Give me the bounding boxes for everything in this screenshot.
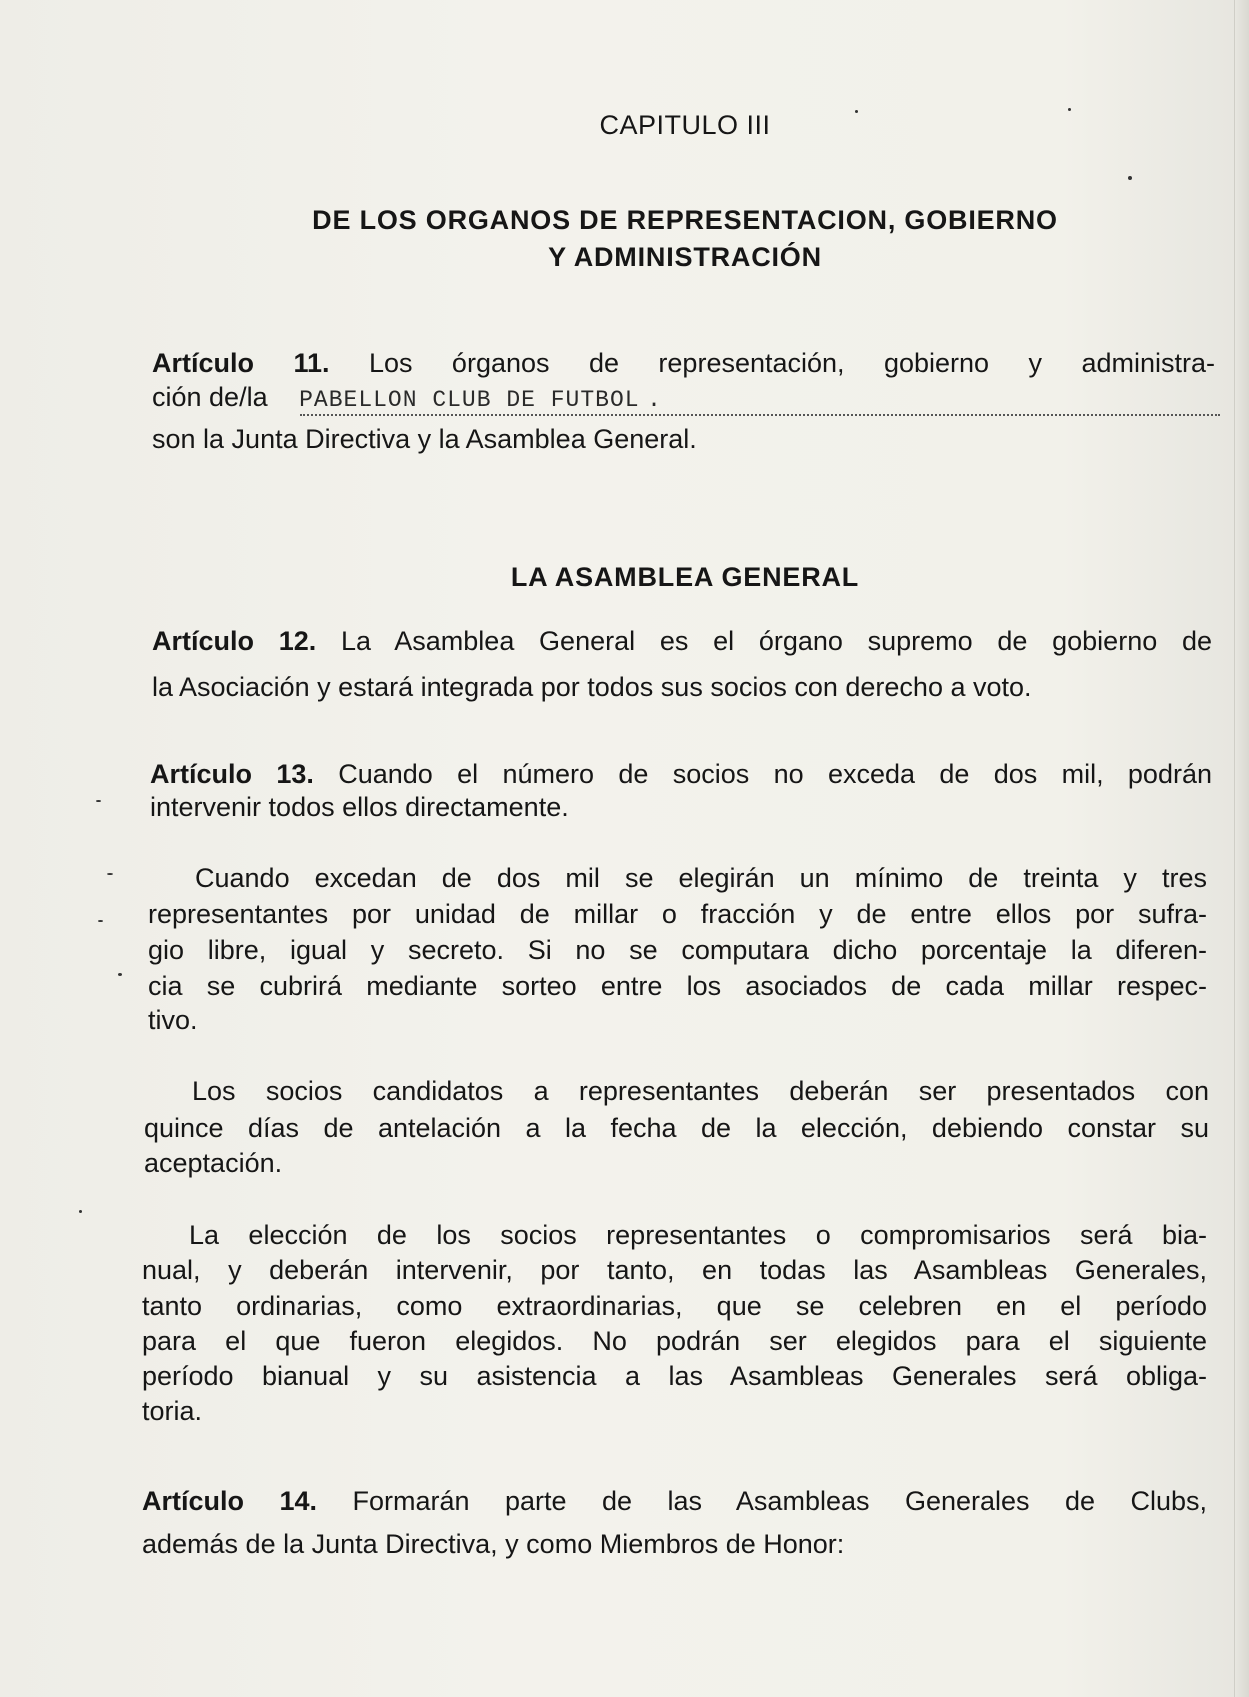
p2-text-5: tivo. [148, 1005, 198, 1035]
art11-label: Artículo 11. [152, 348, 330, 378]
p2-text-4: cia se cubrirá mediante sorteo entre los asociados de cada millar respec- [148, 971, 1207, 1001]
art13-line-1 [150, 761, 1212, 788]
art11-line-2 [152, 384, 662, 412]
art12-text-1: La Asamblea General es el órgano supremo de gobierno de [341, 626, 1212, 656]
p4-text-1: La elección de los socios representantes o compromisarios será bia- [189, 1220, 1207, 1250]
p3-text-3: aceptación. [144, 1148, 283, 1178]
chapter-title: CAPITULO III [599, 110, 771, 140]
fill-in-dotted-line [300, 414, 1220, 416]
art14-line-1 [142, 1488, 1207, 1515]
scan-speck [107, 873, 113, 875]
art12-label: Artículo 12. [152, 626, 317, 656]
p3-text-2: quince días de antelación a la fecha de la elección, debiendo constar su [144, 1113, 1209, 1143]
p3-text-1: Los socios candidatos a representantes deberán ser presentados con [192, 1076, 1209, 1106]
p4-text-5: período bianual y su asistencia a las Asambleas Generales será obliga- [142, 1361, 1207, 1391]
p4-text-6: toria. [142, 1396, 203, 1426]
p4-text-4: para el que fueron elegidos. No podrán ser elegidos para el siguiente [142, 1326, 1207, 1356]
p4-text-2: nual, y deberán intervenir, por tanto, en todas las Asambleas Generales, [142, 1255, 1207, 1285]
club-name-period: . [647, 387, 662, 413]
section-title: LA ASAMBLEA GENERAL [510, 562, 860, 592]
art11-line-1 [152, 350, 1215, 377]
p2-text-2: representantes por unidad de millar o fracción y de entre ellos por sufra- [148, 899, 1207, 929]
club-name: PABELLON CLUB DE FUTBOL [299, 387, 640, 413]
art11-text-1: Los órganos de representación, gobierno y administra- [368, 348, 1215, 378]
art14-text-2: además de la Junta Directiva, y como Miembros de Honor: [142, 1529, 845, 1559]
art13-label: Artículo 13. [150, 759, 314, 789]
section-heading-line-1: DE LOS ORGANOS DE REPRESENTACION, GOBIERNO [312, 205, 1058, 235]
scan-speck [98, 920, 103, 922]
scan-speck [118, 973, 122, 976]
p2-text-3: gio libre, igual y secreto. Si no se computara dicho porcentaje la diferen- [148, 935, 1207, 965]
art12-line-1 [152, 628, 1212, 655]
art11-text-2: ción de/la [152, 382, 268, 412]
scan-speck [1128, 176, 1132, 180]
art14-text-1: Formarán parte de las Asambleas Generales de Clubs, [352, 1486, 1207, 1516]
art13-text-2: intervenir todos ellos directamente. [150, 792, 569, 822]
scan-speck [79, 1210, 82, 1213]
section-heading-line-2: Y ADMINISTRACIÓN [548, 242, 822, 272]
art11-text-3: son la Junta Directiva y la Asamblea General. [152, 424, 697, 454]
p2-text-1: Cuando excedan de dos mil se elegirán un mínimo de treinta y tres [195, 863, 1207, 893]
scan-speck [96, 800, 101, 802]
p4-text-3: tanto ordinarias, como extraordinarias, que se celebren en el período [142, 1291, 1207, 1321]
art14-label: Artículo 14. [142, 1486, 317, 1516]
art13-text-1: Cuando el número de socios no exceda de dos mil, podrán [338, 759, 1212, 789]
art12-text-2: la Asociación y estará integrada por todos sus socios con derecho a voto. [152, 672, 1032, 702]
